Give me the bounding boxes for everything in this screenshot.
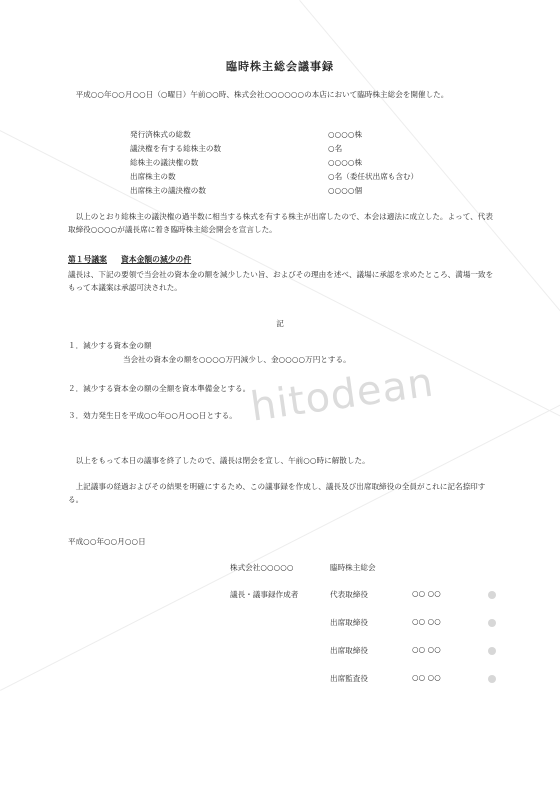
company-name: 株式会社○○○○○: [230, 563, 294, 572]
ki-marker: 記: [276, 319, 284, 328]
seal-icon: [488, 619, 496, 627]
record-paragraph: 上記議事の経過およびその結果を明確にするため、この議事録を作成し、議長及び出席取締役の全員がこれに記名捺印する。: [68, 482, 486, 504]
quorum-paragraph: 以上のとおり総株主の議決権の過半数に相当する株式を有する株主が出席したので、本会は適法に成立した。よって、代表取締役○○○○が議長席に着き臨時株主総会開会を宣言した。: [68, 212, 493, 234]
closing-paragraph: 以上をもって本日の議事を終了したので、議長は閉会を宣し、午前○○時に解散した。: [75, 456, 370, 465]
signer-name: ○○ ○○: [412, 645, 441, 654]
agenda-body: 議長は、下記の要領で当会社の資本金の額を減少したい旨、およびその理由を述べ、議場に承認を求めたところ、満場一致をもって本議案は承認可決された。: [68, 270, 494, 292]
seal-icon: [488, 647, 496, 655]
share-facts-list: [130, 128, 470, 198]
meeting-name: 臨時株主総会: [330, 563, 376, 572]
seal-icon: [488, 675, 496, 683]
chair-role-label: 議長・議事録作成者: [230, 590, 299, 599]
signer-title: 出席取締役: [330, 618, 368, 627]
document-title: 臨時株主総会議事録: [226, 60, 334, 73]
fact-value: ○○○○個: [328, 186, 363, 195]
fact-label: 発行済株式の総数: [130, 130, 191, 139]
fact-value: ○名（委任状出席も含む）: [328, 172, 419, 181]
resolution-item: [68, 340, 351, 364]
signer-title: 出席取締役: [330, 646, 368, 655]
signer-title: 代表取締役: [330, 590, 368, 599]
signer-title: 出席監査役: [330, 674, 368, 683]
fact-row: [130, 184, 470, 198]
agenda-heading: [68, 254, 191, 265]
resolution-item-text: ３．効力発生日を平成○○年○○月○○日とする。: [68, 411, 237, 420]
resolution-item: [68, 383, 250, 394]
fact-row: [130, 156, 470, 170]
fact-label: 出席株主の数: [130, 172, 176, 181]
fact-row: [130, 170, 470, 184]
fact-label: 出席株主の議決権の数: [130, 186, 206, 195]
fact-value: ○名: [328, 144, 343, 153]
resolution-item-text: １．減少する資本金の額: [68, 341, 152, 350]
fact-row: [130, 142, 470, 156]
fact-value: ○○○○株: [328, 130, 363, 139]
watermark-text: hitodean: [247, 359, 437, 431]
fact-row: [130, 128, 470, 142]
fact-value: ○○○○株: [328, 158, 363, 167]
agenda-number: 第１号議案: [68, 255, 107, 264]
fact-label: 総株主の議決権の数: [130, 158, 199, 167]
fact-label: 議決権を有する総株主の数: [130, 144, 222, 153]
opening-paragraph: 平成○○年○○月○○日（○曜日）午前○○時、株式会社○○○○○○の本店において臨時株主総会を開催した。: [75, 90, 449, 99]
signer-name: ○○ ○○: [412, 673, 441, 682]
resolution-item-text: ２．減少する資本金の額の全額を資本準備金とする。: [68, 384, 251, 393]
agenda-title: 資本金額の減少の件: [120, 255, 192, 264]
seal-icon: [488, 591, 496, 599]
signer-name: ○○ ○○: [412, 617, 441, 626]
resolution-item: [68, 410, 237, 421]
resolution-item-detail: 当会社の資本金の額を○○○○万円減少し、金○○○○万円とする。: [123, 355, 351, 364]
signer-name: ○○ ○○: [412, 589, 441, 598]
document-date: 平成○○年○○月○○日: [68, 537, 146, 546]
